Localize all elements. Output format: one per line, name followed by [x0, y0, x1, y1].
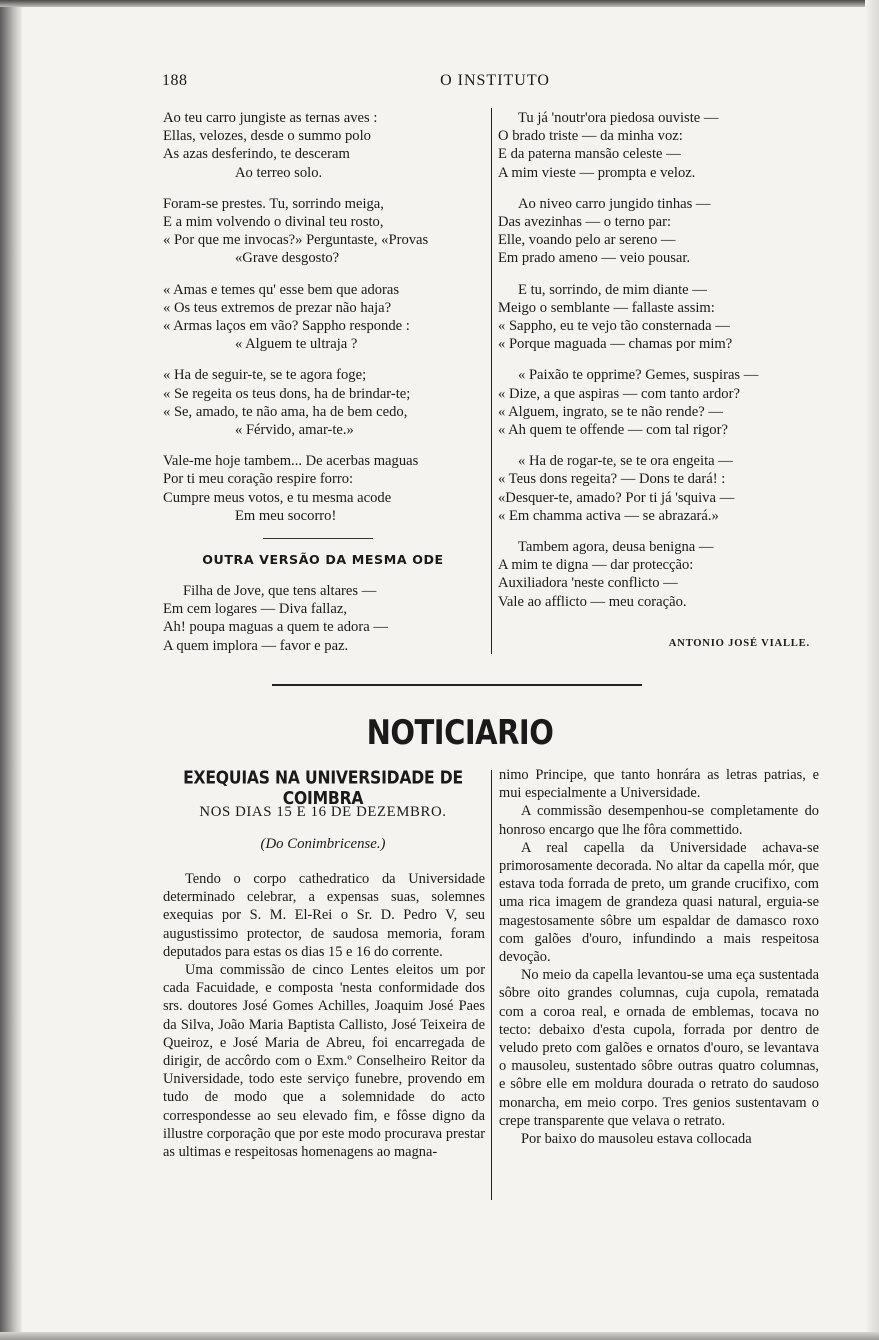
- poem-right-stanza-1: [498, 109, 758, 182]
- poem-line: «Grave desgosto?: [235, 250, 340, 267]
- poem-right-stanza-4: [498, 366, 758, 439]
- poem-line: « Teus dons regeita? — Dons te dará! :: [498, 471, 726, 488]
- article-column-right: [499, 766, 819, 1148]
- section-rule: [272, 684, 642, 686]
- poem-line: « Amas e temes qu' esse bem que adoras: [163, 281, 400, 298]
- page-top-edge: [0, 0, 879, 7]
- poem-line: « Se regeita os teus dons, ha de brindar-te;: [163, 385, 411, 402]
- poem-line: Cumpre meus votos, e tu mesma acode: [163, 489, 392, 506]
- ornament-rule: [263, 538, 373, 539]
- poem-line: Meigo o semblante — fallaste assim:: [498, 299, 715, 316]
- page-number: 188: [162, 72, 188, 89]
- poem-line: « Paixão te opprime? Gemes, suspiras —: [518, 367, 759, 384]
- column-divider-top: [491, 108, 492, 654]
- article-paragraph: No meio da capella levantou-se uma eça sustentada sôbre oito grandes columnas, cuja cupola, rematada com a coroa real, e ornada de emblemas, tocava no tecto: debaixo d'esta cupola, forrada por dentro de veludo preto com galões e ornatos d'ouro, se levantava o mausoleu, sustentado sôbre outras quatro columnas, e sôbre elle em moldura dourada o retrato do saudoso monarcha, em meio corpo. Tres genios sustentavam o crepe transparente que velava o retrato.: [499, 967, 819, 1129]
- poem-left-stanza-3: [163, 281, 428, 354]
- article-source: (Do Conimbricense.): [260, 836, 386, 852]
- poem-line: « Ha de seguir-te, se te agora foge;: [163, 367, 367, 384]
- poem-line: «Desquer-te, amado? Por ti já 'squiva —: [498, 489, 735, 506]
- poem-line: « Ah quem te offende — com tal rigor?: [498, 422, 728, 439]
- poem-signature: ANTONIO JOSÉ VIALLE.: [668, 638, 810, 649]
- article-date-line: NOS DIAS 15 E 16 DE DEZEMBRO.: [199, 804, 447, 820]
- poem-line: Ao terreo solo.: [235, 164, 323, 181]
- article-paragraph: Tendo o corpo cathedratico da Universidade determinado celebrar, a expensas suas, solemnes exequias por S. M. El-Rei o Sr. D. Pedro V, seu augustissimo protector, de saudosa memoria, foram deputados para estas os dias 15 e 16 do corrente.: [163, 871, 485, 960]
- book-spine-shadow: [0, 0, 22, 1340]
- poem-line: A mim te digna — dar protecção:: [498, 557, 694, 574]
- poem-line: « Porque maguada — chamas por mim?: [498, 336, 733, 353]
- article-title: EXEQUIAS NA UNIVERSIDADE DE COIMBRA: [183, 768, 463, 809]
- poem-line: « Alguem te ultraja ?: [235, 336, 358, 353]
- poem-line: As azas desferindo, te desceram: [163, 146, 350, 163]
- poem-line: « Os teus extremos de prezar não haja?: [163, 299, 392, 316]
- poem-left-stanza-1: [163, 109, 428, 182]
- poem-line: « Em chamma activa — se abrazará.»: [498, 507, 719, 524]
- page-bottom-edge: [0, 1332, 879, 1340]
- poem-left-stanza-4: [163, 366, 428, 439]
- poem-line: Tambem agora, deusa benigna —: [518, 539, 714, 556]
- poem-line: Ao niveo carro jungido tinhas —: [518, 195, 711, 212]
- column-divider-bottom: [491, 770, 492, 1200]
- article-paragraph: A commissão desempenhou-se completamente do honroso encargo que lhe fôra commettido.: [499, 803, 819, 838]
- poem-left: [163, 109, 428, 538]
- poem-line: « Sappho, eu te vejo tão consternada —: [498, 318, 730, 335]
- poem-line: « Alguem, ingrato, se te não rende? —: [498, 403, 723, 420]
- poem-right-stanza-2: [498, 195, 758, 268]
- poem-right-stanza-3: [498, 281, 758, 354]
- poem-line: « Por que me invocas?» Perguntaste, «Provas: [163, 232, 429, 249]
- poem-line: Em prado ameno — veio pousar.: [498, 250, 691, 267]
- poem-line: « Férvido, amar-te.»: [235, 422, 354, 439]
- article-paragraph: A real capella da Universidade achava-se primorosamente decorada. No altar da capella mór, que estava toda forrada de preto, um grande crucifixo, com uma rica imagem de grandeza quasi natural, erguia-se magestosamente sôbre um espaldar de damasco roxo com galões d'ouro, infundindo a mais respeitosa devoção.: [499, 839, 819, 966]
- poem-line: Ao teu carro jungiste as ternas aves :: [163, 110, 378, 126]
- poem-line: Auxiliadora 'neste conflicto —: [498, 575, 678, 592]
- poem-line: « Armas laços em vão? Sappho responde :: [163, 318, 410, 335]
- poem-line: A quem implora — favor e paz.: [163, 637, 349, 654]
- poem-line: Das avezinhas — o terno par:: [498, 214, 672, 231]
- poem-left-stanza-2: [163, 195, 428, 268]
- poem-line: « Se, amado, te não ama, ha de bem cedo,: [163, 403, 408, 420]
- poem-line: E da paterna mansão celeste —: [498, 146, 681, 163]
- poem-line: Em cem logares — Diva fallaz,: [163, 601, 347, 618]
- poem-line: Tu já 'noutr'ora piedosa ouviste —: [518, 110, 719, 126]
- poem-line: Ellas, velozes, desde o summo polo: [163, 128, 371, 145]
- poem-line: Elle, voando pelo ar sereno —: [498, 232, 676, 249]
- article-paragraph: nimo Principe, que tanto honrára as letras patrias, e mui especialmente a Universidade.: [499, 767, 819, 802]
- poem-line: « Dize, a que aspiras — com tanto ardor?: [498, 385, 740, 402]
- poem-line: E a mim volvendo o divinal teu rosto,: [163, 214, 384, 231]
- poem-line: « Ha de rogar-te, se te ora engeita —: [518, 453, 733, 470]
- section-title: NOTICIARIO: [366, 712, 554, 753]
- poem-line: A mim vieste — prompta e veloz.: [498, 164, 696, 181]
- poem-line: Por ti meu coração respire forro:: [163, 471, 354, 488]
- running-head: O INSTITUTO: [440, 72, 550, 89]
- poem-right-stanza-5: [498, 452, 758, 525]
- page-right-edge: [865, 0, 879, 1340]
- poem-left-second-version: [163, 582, 388, 655]
- poem-line: Vale-me hoje tambem... De acerbas maguas: [163, 453, 419, 470]
- sub-heading: OUTRA VERSÃO DA MESMA ODE: [202, 552, 444, 567]
- article-column-left: [163, 870, 485, 1161]
- poem-line: Vale ao afflicto — meu coração.: [498, 593, 687, 610]
- poem-left-stanza-5: [163, 452, 428, 525]
- article-paragraph: Por baixo do mausoleu estava collocada: [521, 1131, 752, 1148]
- poem-line: E tu, sorrindo, de mim diante —: [518, 281, 707, 298]
- poem-line: Filha de Jove, que tens altares —: [183, 583, 377, 599]
- poem-line: Ah! poupa maguas a quem te adora —: [163, 619, 388, 636]
- poem-right-stanza-6: [498, 538, 758, 611]
- poem-line: O brado triste — da minha voz:: [498, 128, 683, 145]
- poem-line: Foram-se prestes. Tu, sorrindo meiga,: [163, 195, 384, 212]
- article-paragraph: Uma commissão de cinco Lentes eleitos um por cada Facuidade, e composta 'nesta conformidade dos srs. doutores José Gomes Achilles, Joaquim José Paes da Silva, João Maria Baptista Callisto, José Teixeira de Queiroz, e José Maria de Abreu, foi encarregada de dirigir, de accôrdo com o Exm.º Conselheiro Reitor da Universidade, todo este serviço funebre, provendo em tudo de modo que a solemnidade do acto correspondesse ao seu elevado fim, e fôsse digno da illustre corporação que por este modo procurava prestar as ultimas e respeitosas homenagens ao magna-: [163, 962, 485, 1161]
- poem-right: [498, 109, 758, 624]
- poem-line: Em meu socorro!: [235, 507, 337, 524]
